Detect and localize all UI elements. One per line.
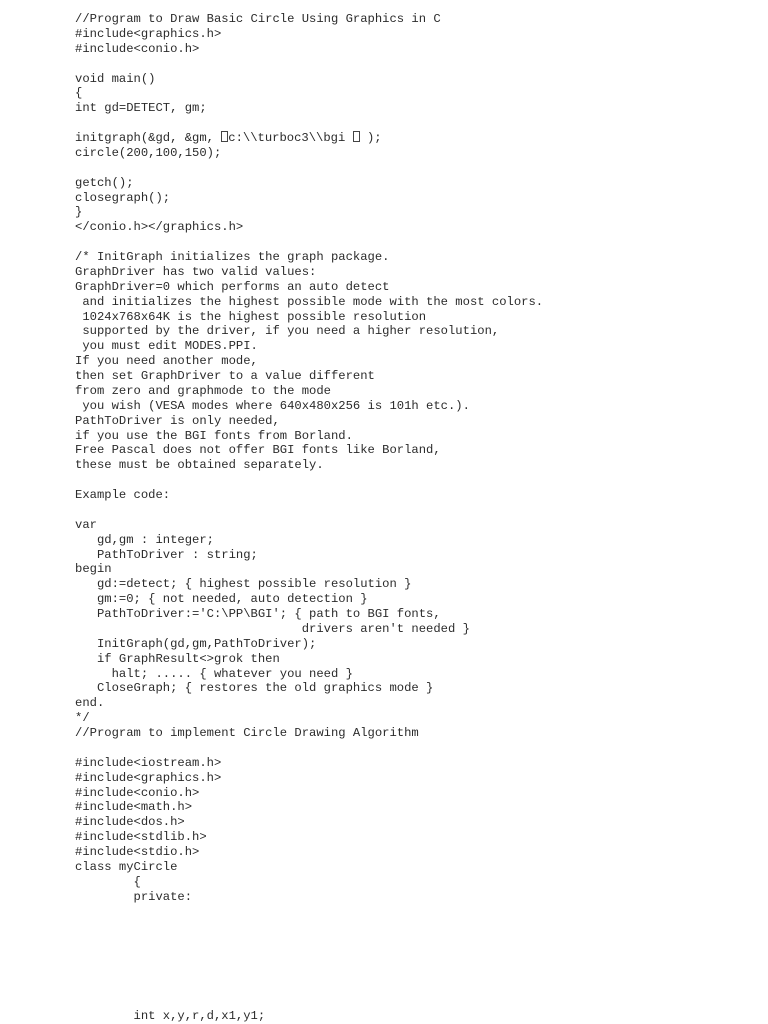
text-line: Example code: (75, 488, 171, 502)
text-line: initgraph(&gd, &gm, c:\\turboc3\\bgi ); (75, 131, 382, 145)
text-line: gm:=0; { not needed, auto detection } (75, 592, 368, 607)
text-line: GraphDriver=0 which performs an auto detect (75, 279, 390, 294)
text-line: drivers aren't needed } (75, 621, 470, 636)
text-line (75, 473, 755, 488)
text-line: GraphDriver has two valid values: (75, 264, 317, 279)
text-line: //Program to implement Circle Drawing Algorithm (75, 726, 419, 740)
text-line: these must be obtained separately. (75, 458, 324, 473)
text-line: { (75, 86, 83, 101)
text-line: end. (75, 696, 105, 711)
text-line: #include<math.h> (75, 800, 193, 815)
text-line: then set GraphDriver to a value different (75, 369, 375, 383)
text-line (75, 57, 755, 72)
missing-glyph-icon (353, 131, 360, 142)
text-line: gd,gm : integer; (75, 532, 214, 547)
text-line (75, 949, 755, 964)
text-line (75, 934, 755, 949)
text-line: void main() (75, 71, 156, 86)
text-line: getch(); (75, 175, 134, 190)
text-line (75, 979, 755, 994)
text-line: PathToDriver is only needed, (75, 413, 280, 428)
text-line: closegraph(); (75, 190, 171, 205)
text-line: #include<dos.h> (75, 815, 185, 830)
text-line (75, 905, 755, 920)
text-line: and initializes the highest possible mode with the most colors. (75, 294, 544, 309)
text-line (75, 741, 755, 756)
text-line (75, 116, 755, 131)
text-line: #include<stdlib.h> (75, 830, 207, 845)
text-line: supported by the driver, if you need a higher resolution, (75, 324, 500, 339)
text-line: you wish (VESA modes where 640x480x256 is 101h etc.). (75, 398, 470, 413)
text-line: #include<conio.h> (75, 785, 200, 800)
missing-glyph-icon (221, 131, 228, 142)
text-line: gd:=detect; { highest possible resolution } (75, 577, 412, 592)
text-line: { (75, 874, 141, 889)
text-line: class myCircle (75, 859, 178, 874)
text-line: begin (75, 562, 112, 577)
text-line: #include<iostream.h> (75, 755, 222, 770)
document-text (75, 12, 755, 1024)
text-line: CloseGraph; { restores the old graphics mode } (75, 681, 434, 696)
text-line: #include<graphics.h> (75, 26, 222, 41)
text-line: InitGraph(gd,gm,PathToDriver); (75, 636, 317, 651)
text-line: private: (75, 889, 193, 904)
text-line (75, 161, 755, 176)
text-line: Free Pascal does not offer BGI fonts like Borland, (75, 443, 441, 458)
text-line: </conio.h></graphics.h> (75, 220, 244, 235)
text-line: /* InitGraph initializes the graph package. (75, 250, 390, 264)
text-line: #include<stdio.h> (75, 845, 200, 859)
text-line: if GraphResult<>grok then (75, 651, 280, 666)
text-line: PathToDriver:='C:\PP\BGI'; { path to BGI fonts, (75, 607, 441, 621)
text-line: } (75, 205, 83, 220)
text-line: if you use the BGI fonts from Borland. (75, 428, 353, 443)
text-line: circle(200,100,150); (75, 145, 222, 160)
text-line: If you need another mode, (75, 354, 258, 369)
text-line: #include<graphics.h> (75, 770, 222, 785)
text-line: 1024x768x64K is the highest possible resolution (75, 309, 427, 324)
text-line (75, 503, 755, 518)
text-line: //Program to Draw Basic Circle Using Graphics in C (75, 12, 441, 26)
text-line: PathToDriver : string; (75, 547, 258, 562)
text-line: int x,y,r,d,x1,y1; (75, 1008, 266, 1023)
text-line (75, 919, 755, 934)
text-line: */ (75, 711, 90, 726)
text-line (75, 235, 755, 250)
text-line: you must edit MODES.PPI. (75, 339, 258, 354)
text-line: halt; ..... { whatever you need } (75, 666, 353, 681)
text-line (75, 964, 755, 979)
text-line (75, 994, 755, 1009)
text-line: int gd=DETECT, gm; (75, 101, 207, 116)
text-line: var (75, 517, 97, 532)
text-line: from zero and graphmode to the mode (75, 383, 331, 398)
text-line: #include<conio.h> (75, 41, 200, 56)
